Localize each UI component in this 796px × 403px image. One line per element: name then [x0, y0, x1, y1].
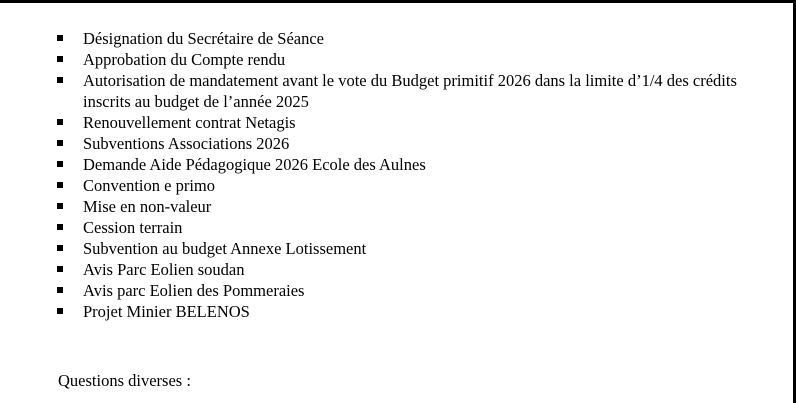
agenda-item-text: Mise en non-valeur [83, 197, 212, 216]
square-bullet-icon [57, 182, 63, 188]
agenda-item-text: Projet Minier BELENOS [83, 302, 250, 321]
agenda-item-text: Avis Parc Eolien soudan [83, 260, 245, 279]
agenda-item-text: Convention e primo [83, 176, 215, 195]
square-bullet-icon [57, 203, 63, 209]
square-bullet-icon [57, 266, 63, 272]
agenda-item-text: Autorisation de mandatement avant le vote du Budget primitif 2026 dans la limite d’1/4 des crédits inscrits au budget de l’année 2025 [83, 71, 737, 111]
agenda-item-text: Subvention au budget Annexe Lotissement [83, 239, 367, 258]
agenda-list [55, 28, 765, 322]
agenda-item-text: Cession terrain [83, 218, 183, 237]
questions-diverses-label: Questions diverses : [58, 371, 191, 390]
square-bullet-icon [57, 119, 63, 125]
agenda-item [55, 133, 765, 154]
agenda-item-text: Demande Aide Pédagogique 2026 Ecole des Aulnes [83, 155, 426, 174]
square-bullet-icon [57, 224, 63, 230]
square-bullet-icon [57, 56, 63, 62]
square-bullet-icon [57, 77, 63, 83]
agenda-item [55, 280, 765, 301]
agenda-item [55, 70, 765, 112]
agenda-item [55, 259, 765, 280]
agenda-item-text: Approbation du Compte rendu [83, 50, 286, 69]
agenda-item [55, 49, 765, 70]
agenda-item [55, 175, 765, 196]
agenda-item [55, 28, 765, 49]
agenda-item [55, 217, 765, 238]
square-bullet-icon [57, 140, 63, 146]
square-bullet-icon [57, 35, 63, 41]
agenda-item-text: Désignation du Secrétaire de Séance [83, 29, 324, 48]
agenda-item [55, 112, 765, 133]
agenda-item [55, 301, 765, 322]
square-bullet-icon [57, 161, 63, 167]
agenda-item [55, 196, 765, 217]
agenda-item-text: Subventions Associations 2026 [83, 134, 290, 153]
agenda-item [55, 154, 765, 175]
square-bullet-icon [57, 245, 63, 251]
square-bullet-icon [57, 287, 63, 293]
agenda-item [55, 238, 765, 259]
agenda-item-text: Renouvellement contrat Netagis [83, 113, 296, 132]
square-bullet-icon [57, 308, 63, 314]
agenda-item-text: Avis parc Eolien des Pommeraies [83, 281, 305, 300]
